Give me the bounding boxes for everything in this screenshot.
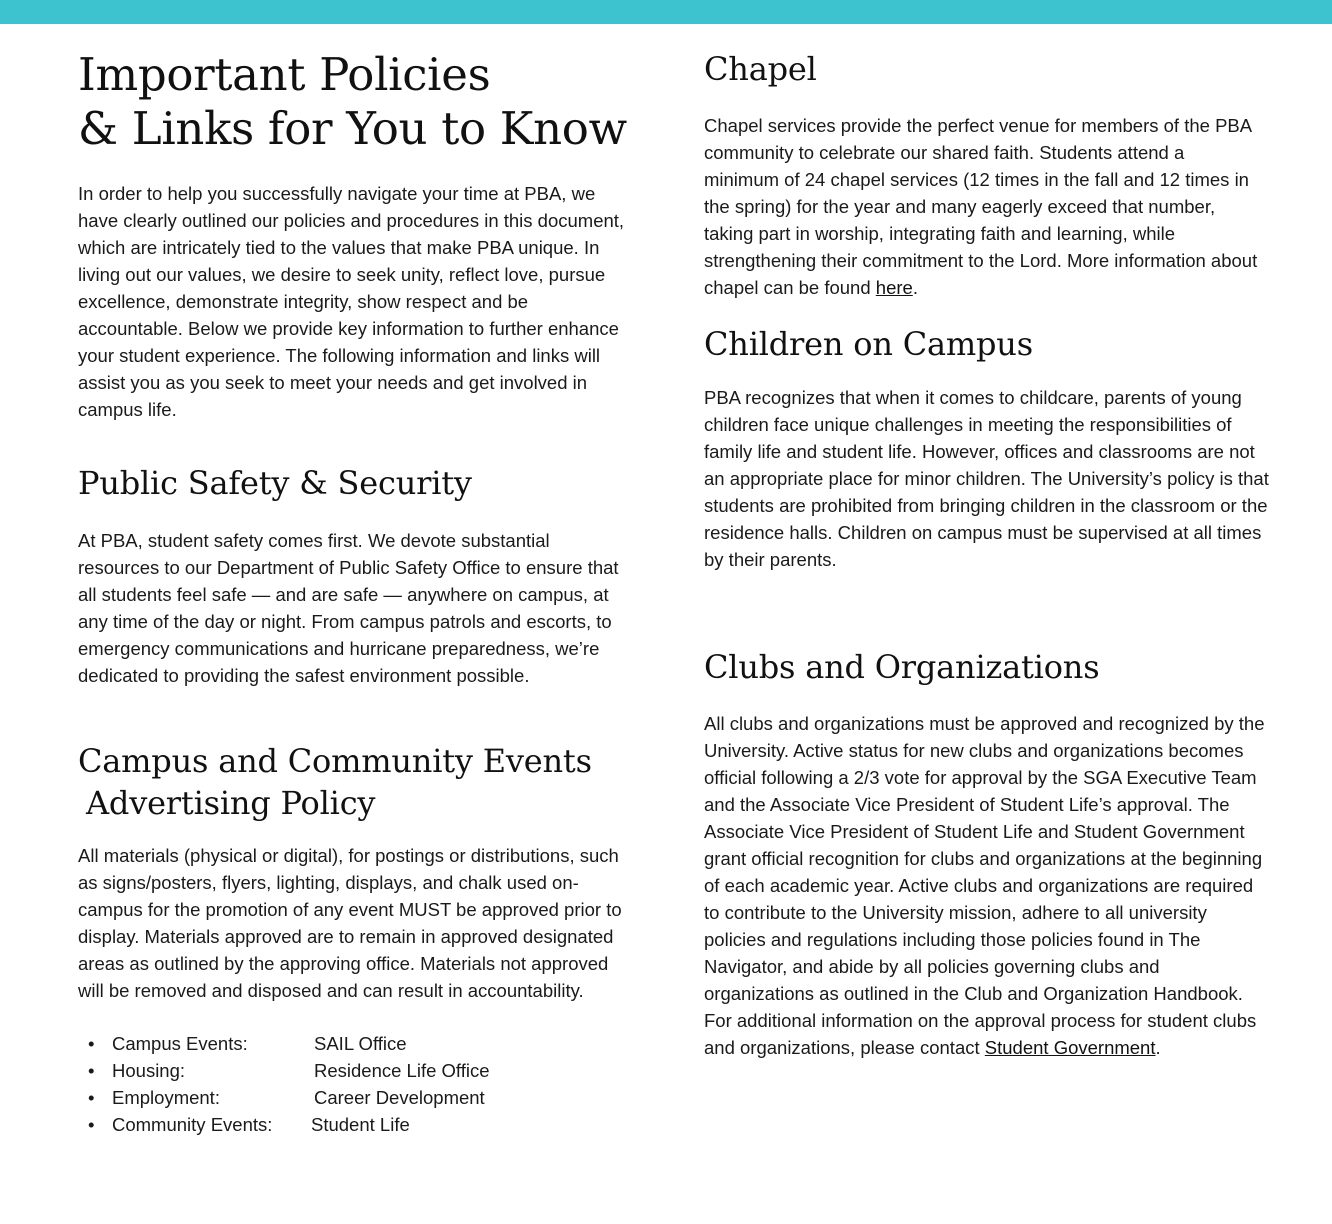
bullet-icon: • [88,1060,95,1081]
page-title [78,48,678,156]
list-item [78,1084,638,1111]
chapel-text: Chapel services provide the perfect venue for members of the PBA community to celebrate our shared faith. Students attend a minimum of 24 chapel services (12 times in the fall and 12 times in the spring) for the year and many eagerly exceed that number, taking part in worship, integrating faith and learning, while strengthening their commitment to the Lord. More information about chapel can be found [704,115,1258,298]
list-item [78,1057,638,1084]
contact-label: Campus Events: [112,1033,248,1054]
bullet-icon: • [88,1087,95,1108]
intro-paragraph: In order to help you successfully navigate your time at PBA, we have clearly outlined our policies and procedures in this document, which are intricately tied to the values that make PBA unique. In living out our values, we desire to seek unity, reflect love, pursue excellence, demonstrate integrity, show respect and be accountable. Below we provide key information to further enhance your student experience. The following information and links will assist you as you seek to meet your needs and get involved in campus life. [78,183,625,420]
children-heading: Children on Campus [704,325,1033,363]
advertising-heading-line2: Advertising Policy [86,784,376,822]
contact-office: Career Development [314,1087,485,1108]
clubs-text: All clubs and organizations must be approved and recognized by the University. Active status for new clubs and organizations becomes official following a 2/3 vote for approval by the SGA Executive Team and the Associate Vice President of Student Life’s approval. The Associate Vice President of Student Life and Student Government grant official recognition for clubs and organizations at the beginning of each academic year. Active clubs and organizations are required to contribute to the University mission, adhere to all university policies and regulations including those policies found in The Navigator, and abide by all policies governing clubs and organizations as outlined in the Club and Organization Handbook. For additional information on the approval process for student clubs and organizations, please contact [704,713,1265,1058]
contact-office: Residence Life Office [314,1060,490,1081]
advertising-heading-line1: Campus and Community Events [78,742,592,780]
contact-label: Employment: [112,1087,220,1108]
student-government-link[interactable]: Student Government [984,1037,1156,1058]
bullet-icon: • [88,1114,95,1135]
safety-paragraph: At PBA, student safety comes first. We devote substantial resources to our Department of Public Safety Office to ensure that all students feel safe — and are safe — anywhere on campus, at any time of the day or night. From campus patrols and escorts, to emergency communications and hurricane preparedness, we’re dedicated to providing the safest environment possible. [78,530,619,686]
advertising-heading [78,740,638,824]
contact-office: Student Life [311,1114,410,1135]
bullet-icon: • [88,1033,95,1054]
contact-label: Community Events: [112,1114,273,1135]
contact-office: SAIL Office [314,1033,407,1054]
top-accent-bar [0,0,1332,24]
contact-label: Housing: [112,1060,186,1081]
chapel-paragraph [704,112,1264,301]
clubs-heading: Clubs and Organizations [704,648,1100,686]
advertising-paragraph: All materials (physical or digital), for postings or distributions, such as signs/posters, flyers, lighting, displays, and chalk used on-campus for the promotion of any event MUST be approved prior to display. Materials approved are to remain in approved designated areas as outlined by the approving office. Materials not approved will be removed and disposed and can result in accountability. [78,845,622,1001]
page-title-line1: Important Policies [78,48,491,101]
children-paragraph: PBA recognizes that when it comes to childcare, parents of young children face unique challenges in meeting the responsibilities of family life and student life. However, offices and classrooms are not an appropriate place for minor children. The University’s policy is that students are prohibited from bringing children in the classroom or the residence halls. Children on campus must be supervised at all times by their parents. [704,387,1269,570]
page-title-line2: & Links for You to Know [78,102,627,155]
list-item [78,1030,638,1057]
clubs-paragraph [704,710,1269,1061]
chapel-end: . [912,277,918,298]
clubs-end: . [1155,1037,1161,1058]
list-item [78,1111,638,1138]
safety-heading: Public Safety & Security [78,464,472,502]
chapel-heading: Chapel [704,50,817,88]
contact-list [78,1030,638,1138]
chapel-here-link[interactable]: here [875,277,913,298]
